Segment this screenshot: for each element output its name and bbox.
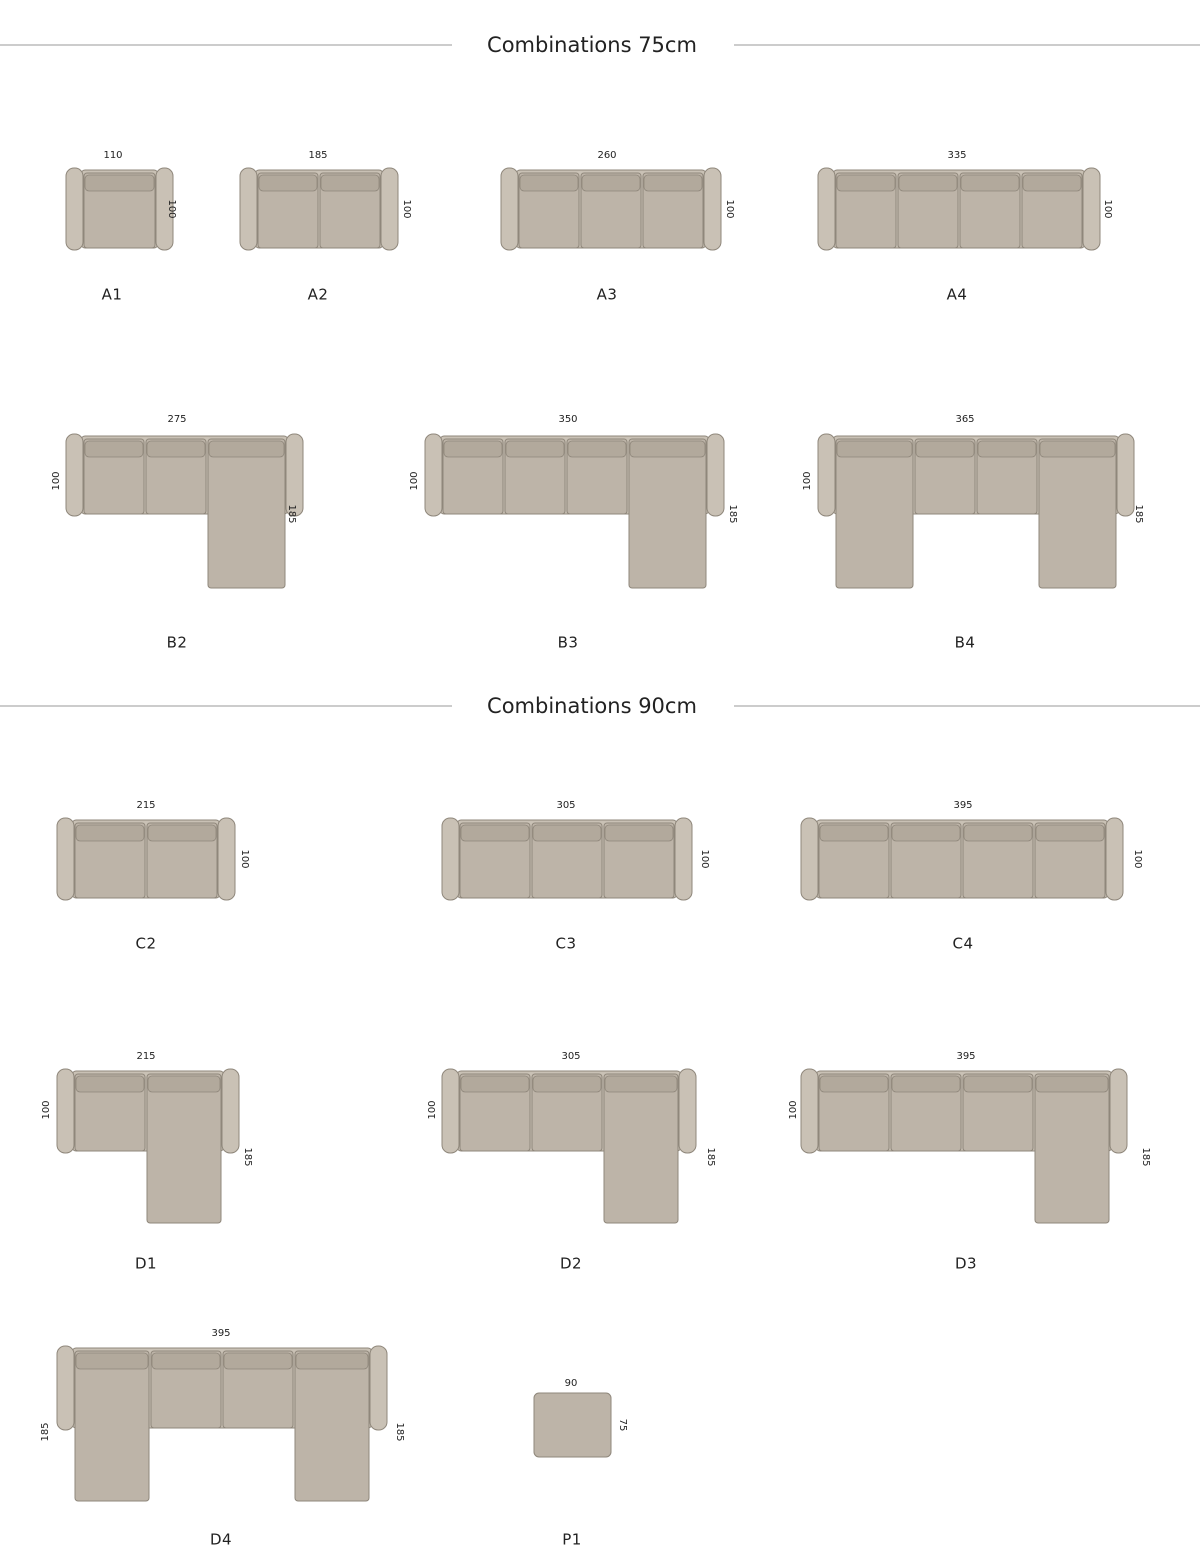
armrest-right <box>1110 1069 1127 1153</box>
armrest-right <box>675 818 692 900</box>
back-cushion <box>630 441 705 457</box>
back-cushion <box>76 1353 148 1369</box>
armrest-right <box>1117 434 1134 516</box>
section-header <box>0 694 1200 718</box>
depth-dimension-left: 100 <box>409 471 420 491</box>
back-cushion <box>892 825 960 841</box>
width-dimension: 215 <box>136 1051 156 1062</box>
chaise-seat <box>629 439 706 588</box>
armrest-left <box>442 1069 459 1153</box>
armrest-left <box>57 818 74 900</box>
armrest-left <box>240 168 257 250</box>
item-code: C3 <box>555 934 577 953</box>
back-cushion <box>820 1076 888 1092</box>
armrest-left <box>501 168 518 250</box>
width-dimension: 395 <box>956 1051 976 1062</box>
depth-dimension-right: 100 <box>239 849 250 869</box>
sofa-item-p1[interactable] <box>534 1378 628 1549</box>
sofa-item-a1[interactable] <box>66 150 177 304</box>
item-code: D4 <box>209 1530 233 1549</box>
width-dimension: 275 <box>167 414 187 425</box>
back-cushion <box>533 825 601 841</box>
sofa-item-d3[interactable] <box>788 1051 1151 1273</box>
depth-dimension-right: 100 <box>401 199 412 219</box>
width-dimension: 305 <box>556 800 576 811</box>
back-cushion <box>152 1353 220 1369</box>
depth-dimension-right: 100 <box>1132 849 1143 869</box>
back-cushion <box>461 1076 529 1092</box>
width-dimension: 260 <box>597 150 617 161</box>
item-code: D1 <box>134 1254 158 1273</box>
width-dimension: 335 <box>947 150 967 161</box>
back-cushion <box>259 175 317 191</box>
width-dimension: 350 <box>558 414 578 425</box>
item-code: A4 <box>946 285 968 304</box>
chaise-seat <box>208 439 285 588</box>
sofa-item-c4[interactable] <box>801 800 1143 953</box>
width-dimension: 110 <box>103 150 123 161</box>
width-dimension: 395 <box>211 1328 231 1339</box>
back-cushion <box>644 175 702 191</box>
section-header <box>0 33 1200 57</box>
back-cushion <box>148 1076 220 1092</box>
back-cushion <box>85 441 143 457</box>
back-cushion <box>582 175 640 191</box>
sofa-item-a2[interactable] <box>240 150 412 304</box>
back-cushion <box>533 1076 601 1092</box>
back-cushion <box>321 175 379 191</box>
chaise-seat <box>295 1351 369 1501</box>
back-cushion <box>916 441 974 457</box>
back-cushion <box>964 1076 1032 1092</box>
back-cushion <box>837 441 912 457</box>
back-cushion <box>837 175 895 191</box>
back-cushion <box>605 825 673 841</box>
armrest-left <box>425 434 442 516</box>
depth-dimension-left: 100 <box>427 1100 438 1120</box>
width-dimension: 395 <box>953 800 973 811</box>
item-code: B3 <box>557 633 579 652</box>
armrest-right <box>218 818 235 900</box>
depth-dimension-left: 100 <box>788 1100 799 1120</box>
item-code: B4 <box>954 633 976 652</box>
back-cushion <box>978 441 1036 457</box>
item-code: A3 <box>596 285 618 304</box>
back-cushion <box>964 825 1032 841</box>
chaise-seat <box>836 439 913 588</box>
armrest-left <box>57 1346 74 1430</box>
armrest-left <box>66 168 83 250</box>
back-cushion <box>568 441 626 457</box>
depth-dimension-right: 100 <box>724 199 735 219</box>
width-dimension: 305 <box>561 1051 581 1062</box>
chaise-seat <box>1035 1074 1109 1223</box>
sofa-item-a3[interactable] <box>501 150 735 304</box>
back-cushion <box>296 1353 368 1369</box>
width-dimension: 215 <box>136 800 156 811</box>
width-dimension: 365 <box>955 414 975 425</box>
chaise-seat <box>1039 439 1116 588</box>
back-cushion <box>76 1076 144 1092</box>
armrest-right <box>1083 168 1100 250</box>
back-cushion <box>899 175 957 191</box>
depth-dimension-right: 100 <box>166 199 177 219</box>
item-code: C4 <box>952 934 974 953</box>
section-title: Combinations 90cm <box>487 694 697 718</box>
sofa-item-c3[interactable] <box>442 800 710 953</box>
armrest-left <box>818 434 835 516</box>
chaise-seat <box>604 1074 678 1223</box>
sofa-item-b3[interactable] <box>409 414 738 652</box>
armrest-right <box>679 1069 696 1153</box>
sofa-item-a4[interactable] <box>818 150 1113 304</box>
chaise-seat <box>147 1074 221 1223</box>
depth-dimension-right: 185 <box>1133 504 1144 524</box>
back-cushion <box>520 175 578 191</box>
item-code: D2 <box>559 1254 583 1273</box>
armrest-left <box>801 1069 818 1153</box>
depth-dimension-right: 185 <box>727 504 738 524</box>
armrest-right <box>381 168 398 250</box>
sofa-item-d4[interactable] <box>40 1328 405 1549</box>
depth-dimension-right: 100 <box>1102 199 1113 219</box>
back-cushion <box>461 825 529 841</box>
item-code: D3 <box>954 1254 978 1273</box>
width-dimension: 185 <box>308 150 328 161</box>
sofa-item-b2[interactable] <box>51 414 303 652</box>
item-code: C2 <box>135 934 157 953</box>
back-cushion <box>1040 441 1115 457</box>
sofa-item-d1[interactable] <box>41 1051 253 1273</box>
sofa-item-d2[interactable] <box>427 1051 716 1273</box>
chaise-seat <box>75 1351 149 1501</box>
armrest-left <box>801 818 818 900</box>
back-cushion <box>148 825 216 841</box>
back-cushion <box>147 441 205 457</box>
depth-dimension-right: 185 <box>705 1147 716 1167</box>
armrest-right <box>704 168 721 250</box>
armrest-left <box>66 434 83 516</box>
back-cushion <box>444 441 502 457</box>
section-title: Combinations 75cm <box>487 33 697 57</box>
back-cushion <box>605 1076 677 1092</box>
depth-dimension-right: 100 <box>699 849 710 869</box>
back-cushion <box>961 175 1019 191</box>
depth-dimension-right: 185 <box>394 1422 405 1442</box>
depth-dimension-right: 185 <box>286 504 297 524</box>
depth-dimension-left: 100 <box>802 471 813 491</box>
back-cushion <box>224 1353 292 1369</box>
sofa-item-c2[interactable] <box>57 800 250 953</box>
depth-dimension-left: 100 <box>51 471 62 491</box>
back-cushion <box>892 1076 960 1092</box>
back-cushion <box>85 175 154 191</box>
back-cushion <box>1036 825 1104 841</box>
armrest-right <box>222 1069 239 1153</box>
back-cushion <box>76 825 144 841</box>
back-cushion <box>1023 175 1081 191</box>
width-dimension: 90 <box>564 1378 578 1389</box>
armrest-left <box>818 168 835 250</box>
depth-dimension-right: 75 <box>617 1418 628 1432</box>
ottoman-shape <box>534 1393 611 1457</box>
depth-dimension-left: 100 <box>41 1100 52 1120</box>
armrest-right <box>707 434 724 516</box>
armrest-right <box>1106 818 1123 900</box>
depth-dimension-right: 185 <box>242 1147 253 1167</box>
back-cushion <box>209 441 284 457</box>
back-cushion <box>820 825 888 841</box>
depth-dimension-right: 185 <box>1140 1147 1151 1167</box>
back-cushion <box>1036 1076 1108 1092</box>
armrest-left <box>57 1069 74 1153</box>
item-code: A1 <box>101 285 123 304</box>
armrest-left <box>442 818 459 900</box>
item-code: B2 <box>166 633 188 652</box>
sofa-item-b4[interactable] <box>802 414 1144 652</box>
armrest-right <box>370 1346 387 1430</box>
item-code: A2 <box>307 285 329 304</box>
back-cushion <box>506 441 564 457</box>
depth-dimension-left: 185 <box>40 1422 51 1442</box>
item-code: P1 <box>562 1530 582 1549</box>
